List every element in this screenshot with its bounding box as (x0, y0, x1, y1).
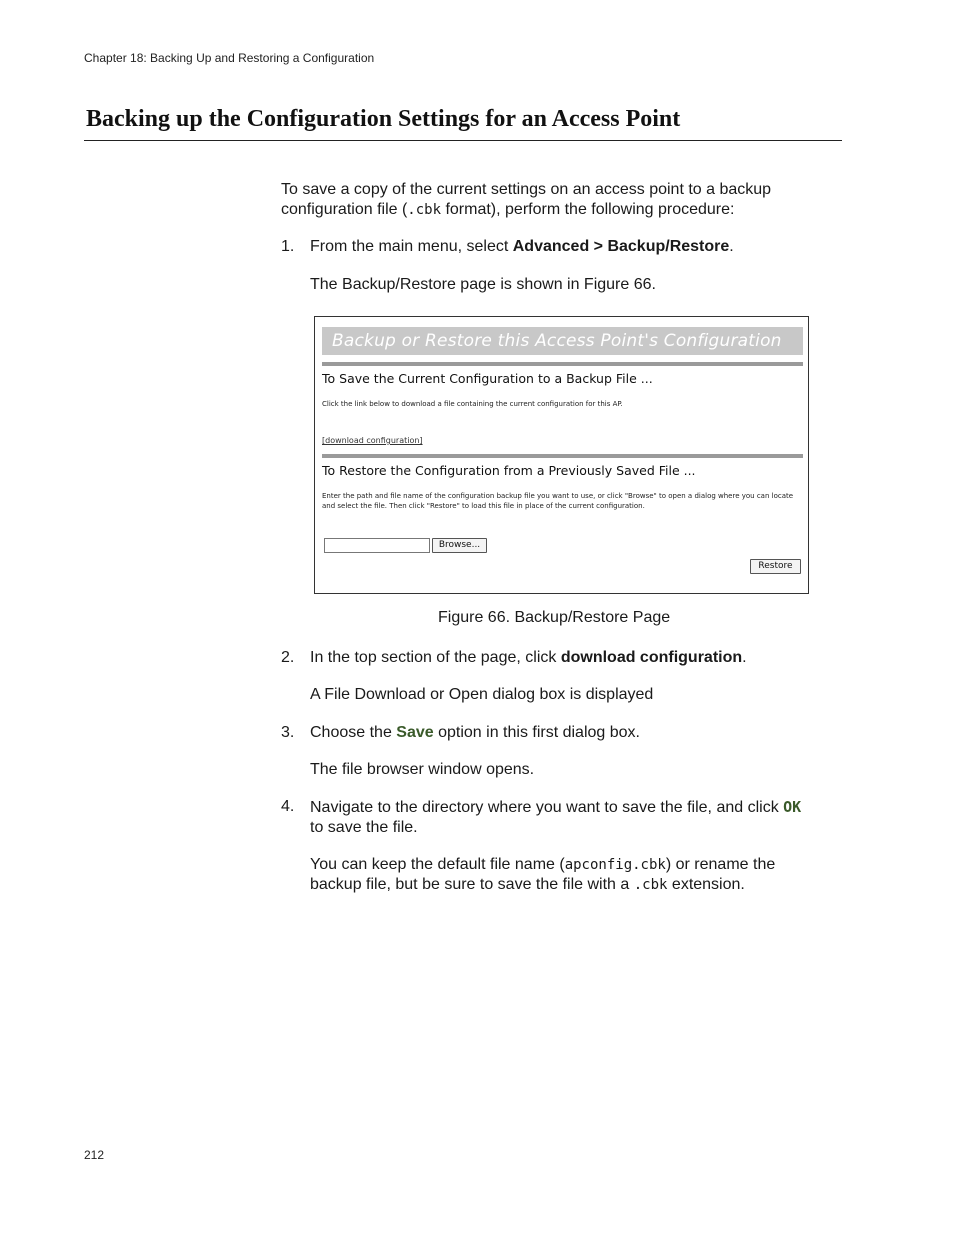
step-4-note (310, 855, 850, 895)
restore-section-heading: To Restore the Configuration from a Previously Saved File ... (322, 463, 696, 478)
section-divider (322, 362, 803, 366)
step-1-note: The Backup/Restore page is shown in Figure 66. (310, 276, 656, 293)
step-text-post: . (729, 238, 734, 255)
step-text-post: . (742, 649, 747, 666)
step-text-pre: Choose the (310, 724, 397, 741)
step-text-post: option in this first dialog box. (433, 724, 640, 741)
step-2-note: A File Download or Open dialog box is displayed (310, 686, 654, 703)
step-bold: OK (783, 798, 802, 816)
step-bold: Save (396, 724, 434, 741)
step-text-pre: From the main menu, select (310, 238, 513, 255)
step-3-note: The file browser window opens. (310, 761, 535, 778)
download-configuration-link[interactable]: [download configuration] (322, 436, 423, 445)
note-pre: You can keep the default file name ( (310, 856, 565, 873)
intro-line2-pre: configuration file ( (281, 201, 408, 218)
intro-line1: To save a copy of the current settings on an access point to a backup (281, 181, 772, 198)
restore-section-text: Enter the path and file name of the configuration backup file you want to use, or click "Browse" to open a dialog where you can locate and select the file. Then click "Restore" to load this file in place of the current configuration. (322, 492, 794, 510)
step-4-text (310, 797, 850, 838)
page-title: Backing up the Configuration Settings for an Access Point (86, 106, 681, 132)
note-code: .cbk (633, 877, 668, 893)
save-section-text: Click the link below to download a file containing the current configuration for this AP. (322, 400, 623, 408)
backup-restore-figure (314, 316, 809, 594)
step-3-text (310, 723, 640, 743)
step-text-pre: In the top section of the page, click (310, 649, 561, 666)
section-divider (322, 454, 803, 458)
step-bold: download configuration (560, 649, 743, 666)
note-code: apconfig.cbk (564, 857, 666, 873)
browse-button[interactable]: Browse... (432, 538, 487, 553)
step-line2: to save the file. (310, 819, 418, 836)
step-2-text (310, 648, 747, 668)
note-post: extension. (667, 876, 745, 893)
step-bold: Advanced > Backup/Restore (512, 238, 730, 255)
note-post: ) or rename the (665, 856, 776, 873)
figure-page-title: Backup or Restore this Access Point's Configuration (322, 327, 803, 355)
intro-code: .cbk (407, 202, 442, 218)
figure-caption: Figure 66. Backup/Restore Page (438, 609, 671, 626)
note-pre: backup file, but be sure to save the file with a (310, 876, 634, 893)
intro-paragraph (281, 180, 841, 220)
file-path-input[interactable] (324, 538, 430, 553)
intro-line2-post: format), perform the following procedure: (441, 201, 735, 218)
step-number: 1. (281, 238, 295, 255)
page-number: 212 (84, 1148, 105, 1162)
title-rule (84, 140, 842, 141)
chapter-header: Chapter 18: Backing Up and Restoring a Configuration (84, 51, 375, 65)
step-number: 4. (281, 798, 295, 815)
step-1-text (310, 237, 734, 257)
restore-button[interactable]: Restore (750, 559, 801, 574)
step-number: 2. (281, 649, 295, 666)
step-text-pre: Navigate to the directory where you want to save the file, and click (310, 799, 784, 816)
step-number: 3. (281, 724, 295, 741)
save-section-heading: To Save the Current Configuration to a Backup File ... (322, 371, 653, 386)
